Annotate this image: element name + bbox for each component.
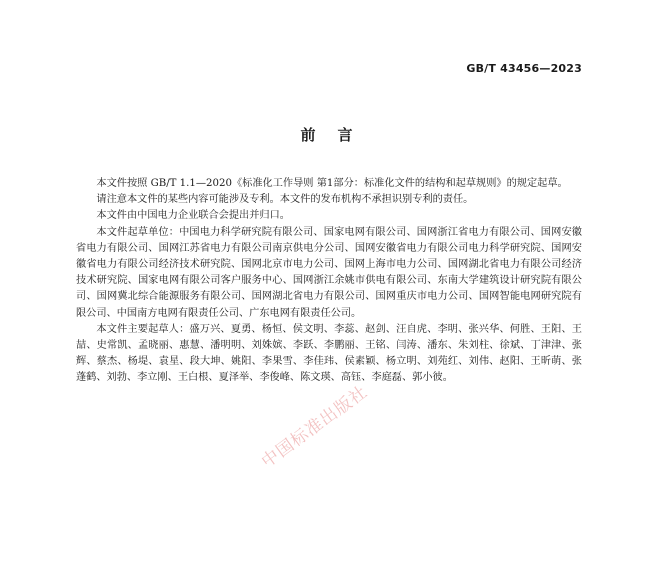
paragraph-patent-notice: 请注意本文件的某些内容可能涉及专利。本文件的发布机构不承担识别专利的责任。 — [96, 194, 474, 206]
paragraph-drafting-rules: 本文件按照 GB/T 1.1—2020《标准化工作导则 第1部分：标准化文件的结构和起草规则》的规定起草。 — [96, 178, 568, 189]
title-char-2: 言 — [337, 126, 353, 144]
publisher-watermark: 中国标准出版社 — [257, 381, 372, 473]
paragraph-drafters: 本文件主要起草人：盛万兴、夏勇、杨恒、侯文明、李蕊、赵剑、汪自虎、李明、张兴华、何胜、王阳、王喆、史常凯、孟晓丽、惠慧、潘明明、刘姝嫔、李跃、李鹏丽、王铭、闫涛、潘东、朱刘柱、徐斌、丁津津、张辉、蔡杰、杨堤、袁星、段大坤、姚阳、李果雪、李佳玮、侯素颖、杨立明、刘苑红、刘伟、赵阳、王昕萌、张蓬鹤、刘勃、李立刚、王白根、夏泽举、李俊峰、陈文瑛、高钰、李庭磊、郭小彼。 — [76, 323, 582, 384]
foreword-body — [76, 176, 582, 387]
paragraph-drafting-units: 本文件起草单位：中国电力科学研究院有限公司、国家电网有限公司、国网浙江省电力有限公司、国网安徽省电力有限公司、国网江苏省电力有限公司南京供电分公司、国网安徽省电力有限公司电力科学研究院、国网安徽省电力有限公司经济技术研究院、国网北京市电力公司、国网上海市电力公司、国网湖北省电力有限公司经济技术研究院、国家电网有限公司客户服务中心、国网浙江余姚市供电有限公司、东南大学建筑设计研究院有限公司、国网冀北综合能源服务有限公司、国网湖北省电力有限公司、国网重庆市电力公司、国网智能电网研究院有限公司、中国南方电网有限责任公司、广东电网有限责任公司。 — [76, 226, 582, 319]
title-char-1: 前 — [300, 126, 316, 144]
paragraph-proposer: 本文件由中国电力企业联合会提出并归口。 — [96, 210, 290, 222]
standard-code: GB/T 43456—2023 — [466, 62, 582, 75]
section-title — [0, 124, 653, 145]
